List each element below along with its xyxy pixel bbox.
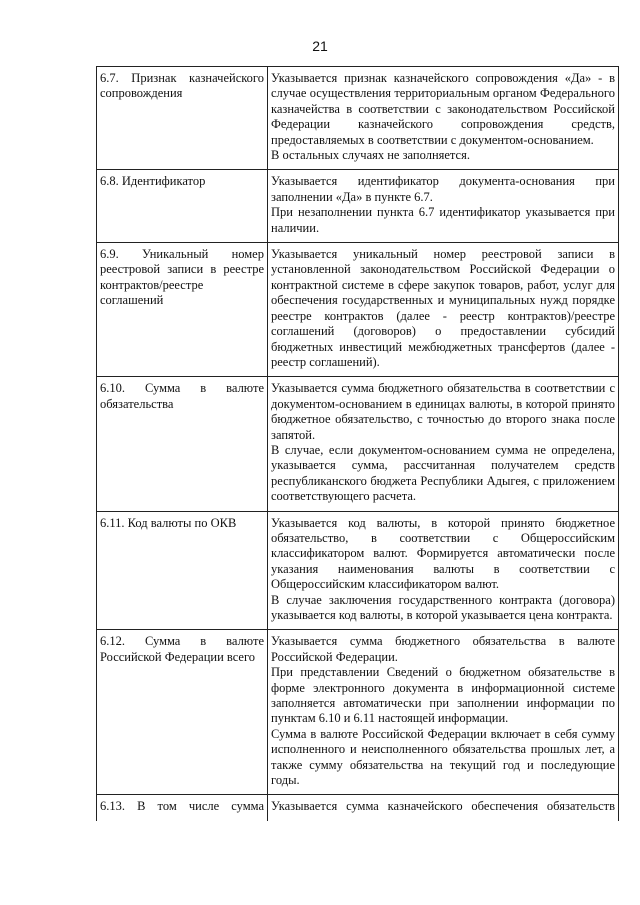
description-paragraph: В случае, если документом-основанием сумма не определена, указывается сумма, рассчитанная получателем средств республиканского бюджета Республики Адыгея, с приложением соответствующего расчета.	[271, 442, 615, 504]
table-row	[97, 170, 619, 243]
page-number: 21	[312, 38, 328, 54]
description-paragraph: Указывается сумма бюджетного обязательства в валюте Российской Федерации.	[271, 634, 615, 664]
description-paragraph: Указывается уникальный номер реестровой записи в установленной законодательством Российской Федерации о контрактной системе в сфере закупок товаров, работ, услуг для обеспечения государственных и муниципальных нужд порядке реестре контрактов (далее - реестр контрактов)/реестре соглашений (договоров) о предоставлении субсидий бюджетных инвестиций межбюджетных трансфертов (далее - реестр соглашений).	[271, 247, 615, 369]
table-row	[97, 67, 619, 170]
field-name-cell: 6.11. Код валюты по ОКВ	[97, 511, 268, 630]
field-name-cell: 6.8. Идентификатор	[97, 170, 268, 243]
field-description-cell	[268, 630, 619, 795]
description-paragraph: Сумма в валюте Российской Федерации включает в себя сумму исполненного и неисполненного обязательства прошлых лет, а также сумму обязательства на текущий год и последующие годы.	[271, 726, 615, 788]
field-description-cell	[268, 511, 619, 630]
description-paragraph: При незаполнении пункта 6.7 идентификатор указывается при наличии.	[271, 205, 615, 235]
field-description-cell	[268, 170, 619, 243]
description-paragraph: В остальных случаях не заполняется.	[271, 148, 470, 163]
description-paragraph: Указывается сумма бюджетного обязательства в соответствии с документом-основанием в единицах валюты, в которой принято бюджетное обязательство, с точностью до второго знака после запятой.	[271, 381, 615, 442]
field-name-cell: 6.10. Сумма в валюте обязательства	[97, 377, 268, 511]
field-description-cell	[268, 67, 619, 170]
field-description-cell	[268, 243, 619, 377]
description-paragraph: При представлении Сведений о бюджетном обязательстве в форме электронного документа в информационной системе заполняется автоматически при заполнении информации по пунктам 6.10 и 6.11 настоящей информации.	[271, 665, 615, 726]
field-name-cell: 6.7. Признак казначейского сопровождения	[97, 67, 268, 170]
table-row	[97, 377, 619, 511]
description-paragraph: Указывается признак казначейского сопровождения «Да» - в случае осуществления территориальным органом Федерального казначейства в соответствии с законодательством Российской Федерации казначейского сопровождения средств, предоставляемых в соответствии с документом-основанием.	[271, 71, 615, 147]
requisites-table	[96, 66, 619, 821]
field-name-cell: 6.12. Сумма в валюте Российской Федерации всего	[97, 630, 268, 795]
table-row	[97, 511, 619, 630]
description-paragraph: Указывается код валюты, в которой принято бюджетное обязательство, в соответствии с Общероссийским классификатором валют. Формируется автоматически после указания наименования валюты в соответствии с Общероссийским классификатором валют.	[271, 515, 615, 592]
field-name-cell: 6.9. Уникальный номер реестровой записи в реестре контрактов/реестре соглашений	[97, 243, 268, 377]
description-paragraph: Указывается сумма казначейского обеспечения обязательств	[271, 799, 615, 814]
table-row	[97, 795, 619, 822]
field-description-cell	[268, 795, 619, 822]
description-paragraph: В случае заключения государственного контракта (договора) указывается код валюты, в которой указывается цена контракта.	[271, 592, 615, 622]
description-paragraph: Указывается идентификатор документа-основания при заполнении «Да» в пункте 6.7.	[271, 174, 615, 204]
field-name-cell: 6.13. В том числе сумма	[97, 795, 268, 822]
table-row	[97, 243, 619, 377]
field-description-cell	[268, 377, 619, 511]
table-row	[97, 630, 619, 795]
